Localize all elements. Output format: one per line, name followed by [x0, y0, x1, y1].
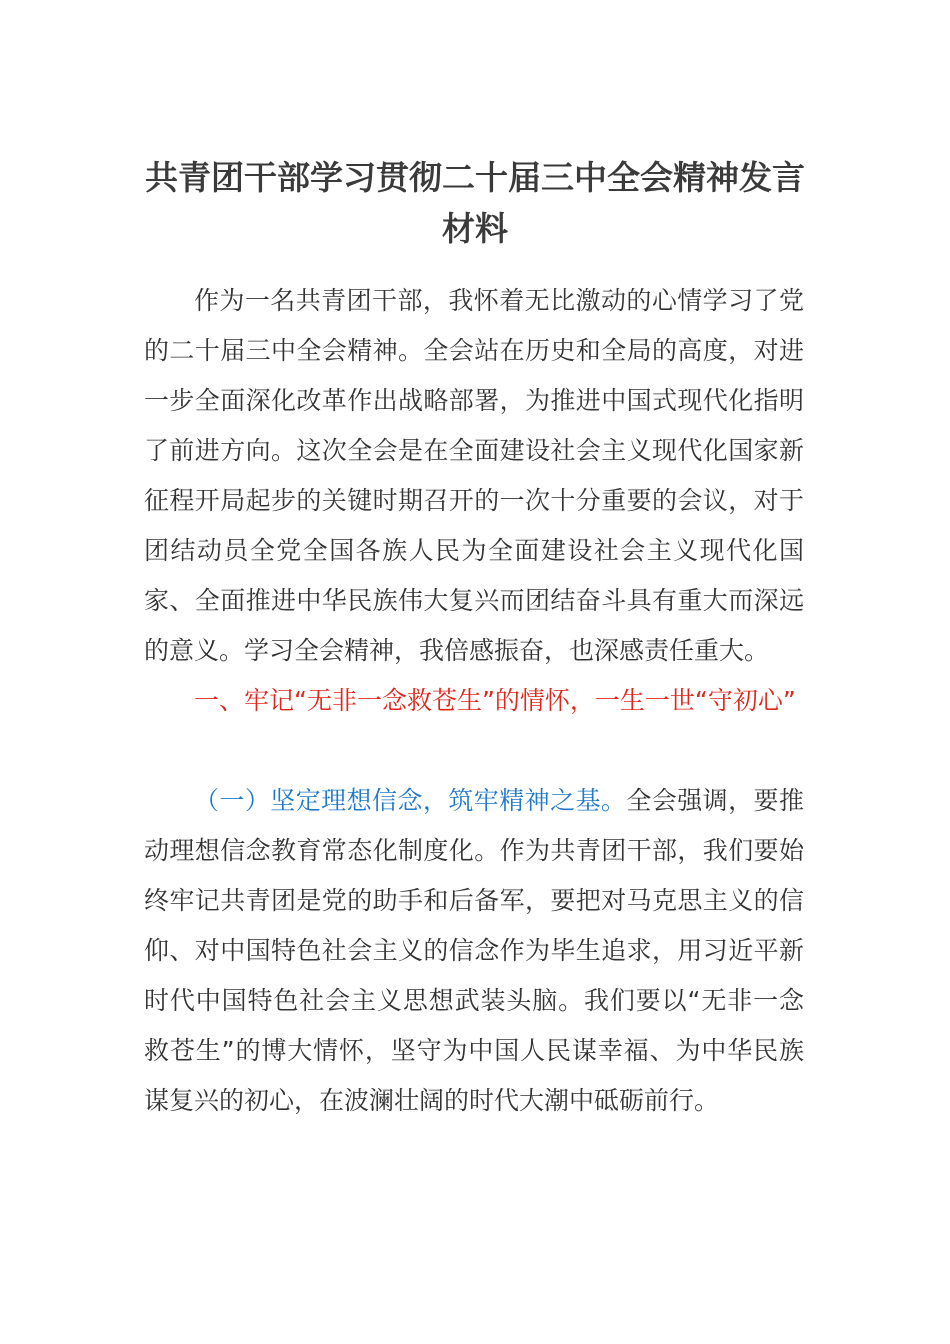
document-title: 共青团干部学习贯彻二十届三中全会精神发言材料: [145, 158, 805, 248]
section-1-1-body: 全会强调，要推动理想信念教育常态化制度化。作为共青团干部，我们要始终牢记共青团是党的助手和后备军，要把对马克思主义的信仰、对中国特色社会主义的信念作为毕生追求，用习近平新时代中国特色社会主义思想武装头脑。我们要以“无非一念救苍生”的博大情怀，坚守为中国人民谋幸福、为中华民族谋复兴的初心，在波澜壮阔的时代大潮中砥砺前行。: [144, 786, 804, 1115]
intro-paragraph: 作为一名共青团干部，我怀着无比激动的心情学习了党的二十届三中全会精神。全会站在历史和全局的高度，对进一步全面深化改革作出战略部署，为推进中国式现代化指明了前进方向。这次全会是在全面建设社会主义现代化国家新征程开局起步的关键时期召开的一次十分重要的会议，对于团结动员全党全国各族人民为全面建设社会主义现代化国家、全面推进中华民族伟大复兴而团结奋斗具有重大而深远的意义。学习全会精神，我倍感振奋，也深感责任重大。: [144, 286, 804, 665]
section-1-1-subheading: （一）坚定理想信念，筑牢精神之基。: [194, 786, 627, 815]
section-1-heading: 一、牢记“无非一念救苍生”的情怀，一生一世“守初心”: [194, 686, 796, 715]
section-1-1-paragraph: [144, 776, 804, 1126]
